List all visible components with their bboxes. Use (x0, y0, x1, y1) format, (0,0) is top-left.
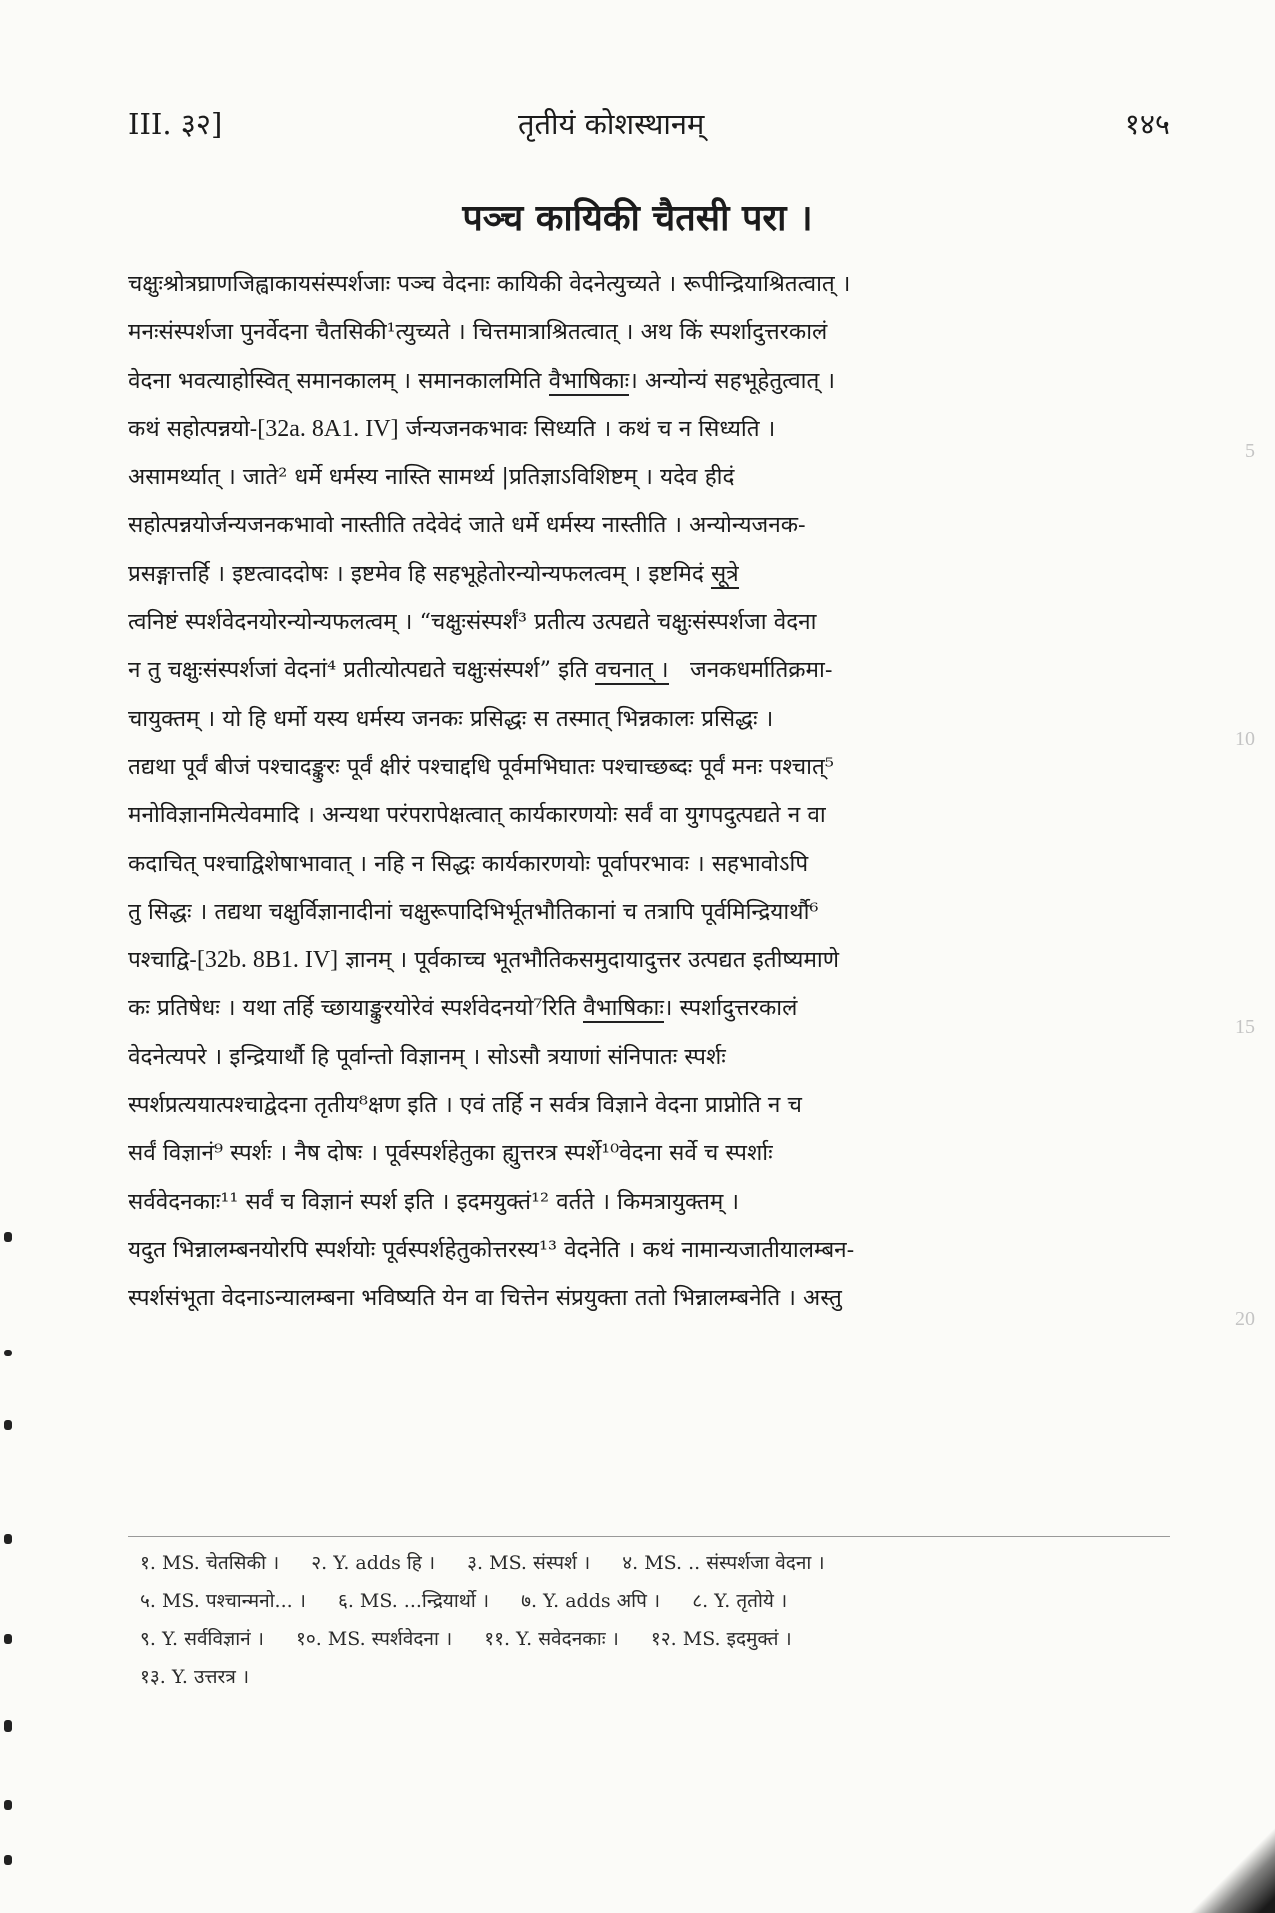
text-line: कदाचित् पश्चाद्विशेषाभावात् । नहि न सिद्धः कार्यकारणयोः पूर्वापरभावः । सहभावोऽपि (128, 850, 809, 877)
text-line: चायुक्तम् । यो हि धर्मो यस्य धर्मस्य जनकः प्रसिद्धः स तस्मात् भिन्नकालः प्रसिद्धः । (128, 705, 774, 732)
footnote: ८. Y. तृतोये । (692, 1590, 788, 1612)
text-line: सहोत्पन्नयोर्जन्यजनकभावो नास्तीति तदेवेदं जाते धर्मे धर्मस्य नास्तीति । अन्योन्यजनक- (128, 512, 806, 539)
footnote: ३. MS. संस्पर्श । (467, 1552, 591, 1574)
text-line: वेदनेत्यपरे । इन्द्रियार्थौ हि पूर्वान्तो विज्ञानम् । सोऽसौ त्रयाणां संनिपातः स्पर्शः (128, 1043, 726, 1070)
binding-hole-mark (4, 1232, 12, 1242)
footnote: १३. Y. उत्तरत्र । (140, 1666, 250, 1688)
footnote: १२. MS. इदमुक्तं । (650, 1628, 792, 1650)
footnote-line (140, 1620, 1170, 1658)
header-section-ref: III. ३२] (128, 107, 223, 141)
binding-hole-mark (4, 1855, 12, 1865)
text-line: कथं सहोत्पन्नयो-[32a. 8A1. IV] र्जन्यजनकभावः सिध्यति । कथं च न सिध्यति । (128, 415, 776, 442)
text-line: पश्चाद्वि-[32b. 8B1. IV] ज्ञानम् । पूर्वकाच्च भूतभौतिकसमुदायादुत्तर उत्पद्यत इतीष्यमाणे (128, 947, 839, 974)
footnote-separator (128, 1536, 1170, 1537)
text-line: न तु चक्षुःसंस्पर्शजां वेदनां⁴ प्रतीत्योत्पद्यते चक्षुःसंस्पर्श” इति वचनात् । जनकधर्मातिक्रमा- (128, 657, 833, 684)
footnote-line (140, 1544, 1170, 1582)
footnote: ५. MS. पश्चान्मनो... । (140, 1590, 306, 1612)
margin-line-number: 15 (1235, 1016, 1255, 1038)
text-line: सर्ववेदनकाः¹¹ सर्वं च विज्ञानं स्पर्श इति । इदमयुक्तं¹² वर्तते । किमत्रायुक्तम् । (128, 1188, 740, 1215)
footnote: ११. Y. सवेदनकाः । (484, 1628, 619, 1650)
sutra-term: सूत्रे (710, 560, 739, 587)
text-line: वेदना भवत्याहोस्वित् समानकालम् । समानकालमिति वैभाषिकाः। अन्योन्यं सहभूहेतुत्वात् । (128, 367, 835, 394)
binding-hole-mark (4, 1720, 12, 1732)
vaibhashika-term: वैभाषिकाः (548, 367, 630, 394)
text-line: मनोविज्ञानमित्येवमादि । अन्यथा परंपरापेक्षत्वात् कार्यकारणयोः सर्वं वा युगपदुत्पद्यते न वा (128, 802, 826, 829)
footnotes (140, 1544, 1170, 1696)
manuscript-reference: [32a. 8A1. IV] (257, 415, 399, 442)
text-line: सर्वं विज्ञानं⁹ स्पर्शः । नैष दोषः । पूर्वस्पर्शहेतुका ह्युत्तरत्र स्पर्शे¹⁰वेदना सर्वे च स्पर्शाः (128, 1140, 773, 1167)
footnote: ६. MS. ...न्द्रियार्थो । (337, 1590, 490, 1612)
text-line: असामर्थ्यात् । जाते² धर्मे धर्मस्य नास्ति सामर्थ्य |प्रतिज्ञाऽविशिष्टम् । यदेव हीदं (128, 464, 735, 491)
text-line: प्रसङ्गात्तर्हि । इष्टत्वाददोषः । इष्टमेव हि सहभूहेतोरन्योन्यफलत्वम् । इष्टमिदं सूत्रे (128, 560, 739, 587)
footnote: १०. MS. स्पर्शवेदना । (295, 1628, 453, 1650)
footnote-line (140, 1658, 1170, 1696)
footnote: ९. Y. सर्वविज्ञानं । (140, 1628, 264, 1650)
header-chapter-title: तृतीयं कोशस्थानम् (518, 107, 705, 141)
footnote: १. MS. चेतसिकी । (140, 1552, 280, 1574)
margin-line-number: 20 (1235, 1308, 1255, 1330)
vacana-term: वचनात् । (594, 657, 669, 684)
text-line: यदुत भिन्नालम्बनयोरपि स्पर्शयोः पूर्वस्पर्शहेतुकोत्तरस्य¹³ वेदनेति । कथं नामान्यजातीयालम्बन- (128, 1236, 855, 1263)
vaibhashika-term: वैभाषिकाः (583, 995, 664, 1022)
text-line: मनःसंस्पर्शजा पुनर्वेदना चैतसिकी¹त्युच्यते । चित्तमात्राश्रितत्वात् । अथ किं स्पर्शादुत्तरकालं (128, 319, 828, 346)
text-line: स्पर्शप्रत्ययात्पश्चाद्वेदना तृतीय⁸क्षण इति । एवं तर्हि न सर्वत्र विज्ञाने वेदना प्राप्नोति न च (128, 1092, 802, 1119)
commentary-text (128, 260, 1170, 1323)
footnote: ४. MS. .. संस्पर्शजा वेदना । (622, 1552, 825, 1574)
margin-line-number: 5 (1245, 440, 1255, 462)
text-line: तु सिद्धः । तद्यथा चक्षुर्विज्ञानादीनां चक्षुरूपादिभिर्भूतभौतिकानां च तत्रापि पूर्वमिन्द्रियार्थौ⁶ (128, 898, 819, 925)
binding-hole-mark (4, 1420, 12, 1430)
running-header (128, 104, 1170, 148)
binding-hole-mark (4, 1350, 12, 1356)
footnote: २. Y. adds हि । (311, 1552, 436, 1574)
binding-hole-mark (4, 1800, 12, 1810)
text-line: तद्यथा पूर्वं बीजं पश्चादङ्कुरः पूर्वं क्षीरं पश्चाद्दधि पूर्वमभिघातः पश्चाच्छब्दः पूर्वं मनः पश्चात्⁵ (128, 753, 834, 780)
binding-hole-mark (4, 1534, 12, 1544)
page-corner-scan-shadow (1185, 1813, 1275, 1913)
text-line: कः प्रतिषेधः । यथा तर्हि च्छायाङ्कुरयोरेवं स्पर्शवेदनयो⁷रिति वैभाषिकाः। स्पर्शादुत्तरकालं (128, 995, 798, 1022)
margin-line-number: 10 (1235, 728, 1255, 750)
text-line: चक्षुःश्रोत्रघ्राणजिह्वाकायसंस्पर्शजाः पञ्च वेदनाः कायिकी वेदनेत्युच्यते । रूपीन्द्रियाश्रितत्वात् । (128, 271, 851, 297)
karika-verse: पञ्च कायिकी चैतसी परा । (462, 197, 813, 239)
footnote-line (140, 1582, 1170, 1620)
text-line: स्पर्शसंभूता वेदनाऽन्यालम्बना भविष्यति येन वा चित्तेन संप्रयुक्ता ततो भिन्नालम्बनेति । अस्तु (128, 1285, 842, 1312)
footnote: ७. Y. adds अपि । (521, 1590, 661, 1612)
binding-hole-mark (4, 1634, 12, 1644)
text-line: त्वनिष्टं स्पर्शवेदनयोरन्योन्यफलत्वम् । “चक्षुःसंस्पर्शं³ प्रतीत्य उत्पद्यते चक्षुःसंस्पर्शजा वेदना (128, 609, 817, 636)
manuscript-reference: [32b. 8B1. IV] (196, 947, 339, 974)
page-number: १४५ (1124, 107, 1170, 141)
